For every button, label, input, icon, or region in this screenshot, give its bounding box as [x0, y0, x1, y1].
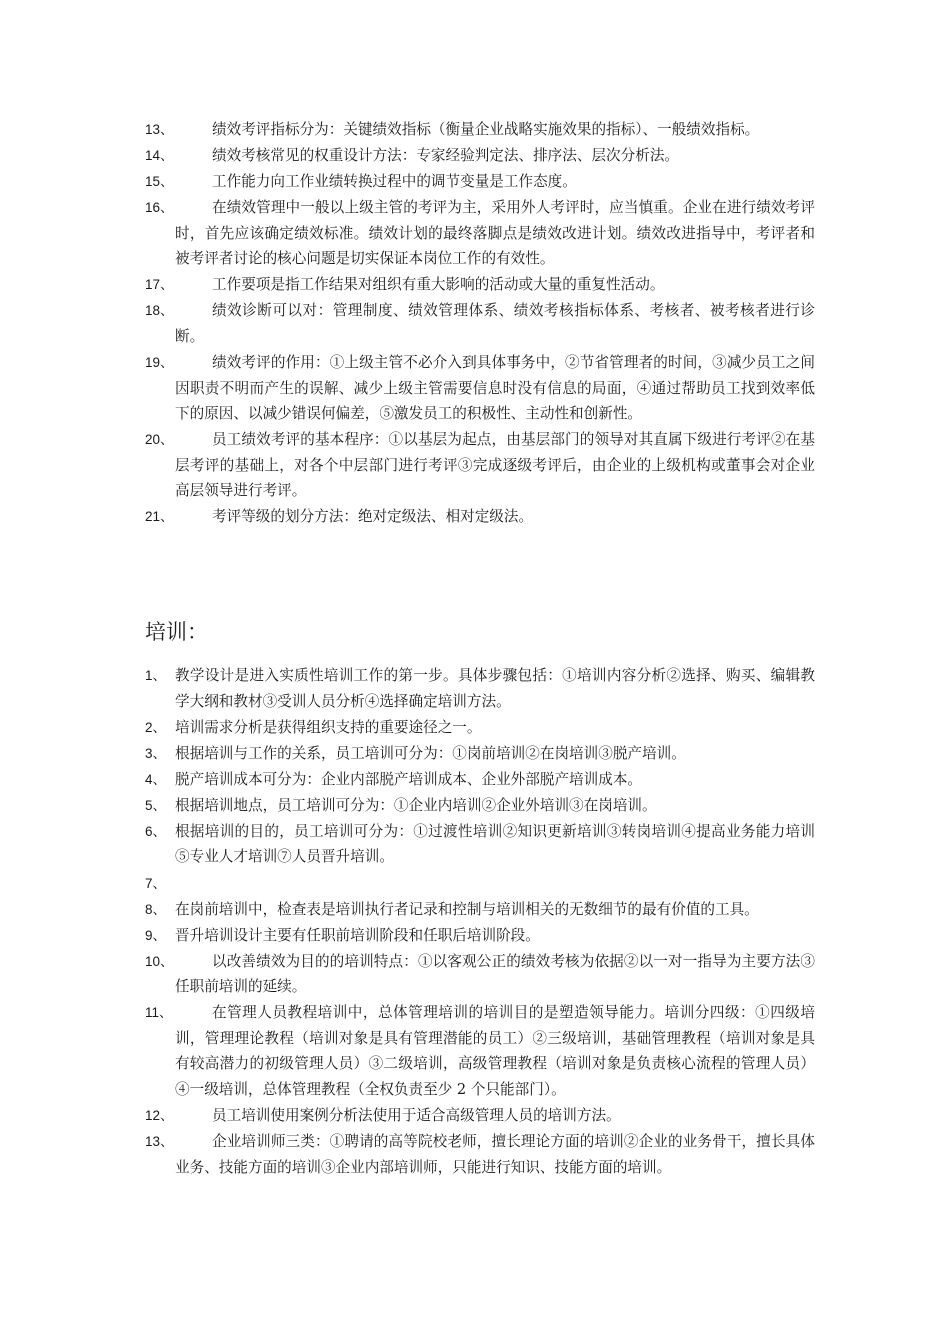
list-item — [145, 793, 815, 819]
item-number: 16、 — [145, 200, 174, 216]
item-text: 教学设计是进入实质性培训工作的第一步。具体步骤包括：①培训内容分析②选择、购买、编辑教学大纲和教材③受训人员分析④选择确定培训方法。 — [175, 667, 815, 710]
item-number: 13、 — [145, 1134, 174, 1150]
item-text: 企业培训师三类：①聘请的高等院校老师，擅长理论方面的培训②企业的业务骨干，擅长具体业务、技能方面的培训③企业内部培训师，只能进行知识、技能方面的培训。 — [175, 1133, 815, 1176]
section-title-training: 培训： — [145, 620, 208, 644]
list-item — [145, 272, 815, 298]
item-text: 根据培训与工作的关系，员工培训可分为：①岗前培训②在岗培训③脱产培训。 — [175, 744, 686, 762]
item-text: 在管理人员教程培训中，总体管理培训的培训目的是塑造领导能力。培训分四级：①四级培训，管理理论教程（培训对象是具有管理潜能的员工）②三级培训，基础管理教程（培训对象是具有较高潜力的初级管理人员）③二级培训，高级管理教程（培训对象是负责核心流程的管理人员）④一级培训，总体管理教程（全权负责至少 2 个只能部门）。 — [175, 1004, 815, 1098]
item-text: 绩效考评的作用：①上级主管不必介入到具体事务中，②节省管理者的时间，③减少员工之间因职责不明而产生的误解、减少上级主管需要信息时没有信息的局面，④通过帮助员工找到效率低下的原因、以减少错误何偏差，⑤激发员工的积极性、主动性和创新性。 — [175, 354, 815, 423]
item-number: 17、 — [145, 277, 174, 293]
list-item — [145, 117, 815, 143]
item-text: 根据培训的目的，员工培训可分为：①过渡性培训②知识更新培训③转岗培训④提高业务能力培训⑤专业人才培训⑦人员晋升培训。 — [175, 822, 815, 866]
list-item — [145, 871, 815, 897]
item-number: 6、 — [145, 823, 167, 839]
list-item — [145, 1103, 815, 1129]
item-number: 1、 — [145, 668, 167, 683]
item-text: 考评等级的划分方法：绝对定级法、相对定级法。 — [212, 508, 534, 526]
list-item — [145, 504, 815, 530]
list-item — [145, 923, 815, 949]
list-item — [145, 819, 815, 870]
item-text: 员工绩效考评的基本程序：①以基层为起点，由基层部门的领导对其直属下级进行考评②在基层考评的基础上，对各个中层部门进行考评③完成逐级考评后，由企业的上级机构或董事会对企业高层领导进行考评。 — [175, 431, 815, 500]
item-text: 绩效考评指标分为：关键绩效指标（衡量企业战略实施效果的指标）、一般绩效指标。 — [212, 121, 760, 138]
item-text — [175, 871, 815, 897]
item-number: 14、 — [145, 148, 174, 164]
item-text: 在岗前培训中，检查表是培训执行者记录和控制与培训相关的无数细节的最有价值的工具。 — [175, 900, 759, 918]
item-number: 20、 — [145, 432, 174, 448]
list-item — [145, 715, 815, 741]
item-text: 以改善绩效为目的的培训特点：①以客观公正的绩效考核为依据②以一对一指导为主要方法③任职前培训的延续。 — [175, 952, 815, 996]
item-text: 工作能力向工作业绩转换过程中的调节变量是工作态度。 — [212, 173, 577, 191]
list-item — [145, 1129, 815, 1180]
item-number: 21、 — [145, 509, 174, 525]
item-number: 10、 — [145, 953, 174, 969]
item-number: 2、 — [145, 719, 167, 735]
list-item — [145, 350, 815, 427]
item-number: 5、 — [145, 797, 167, 813]
list-item — [145, 427, 815, 504]
item-number: 15、 — [145, 174, 174, 190]
item-number: 8、 — [145, 901, 167, 917]
item-text: 工作要项是指工作结果对组织有重大影响的活动或大量的重复性活动。 — [212, 276, 665, 294]
list-item — [145, 897, 815, 923]
list-item — [145, 741, 815, 767]
list-item — [145, 1000, 815, 1102]
item-text: 绩效诊断可以对：管理制度、绩效管理体系、绩效考核指标体系、考核者、被考核者进行诊断。 — [175, 302, 815, 345]
item-number: 11、 — [145, 1005, 173, 1021]
list-item — [145, 949, 815, 1000]
item-number: 18、 — [145, 303, 174, 319]
item-number: 9、 — [145, 927, 167, 943]
item-text: 脱产培训成本可分为：企业内部脱产培训成本、企业外部脱产培训成本。 — [175, 770, 643, 788]
list-item — [145, 169, 815, 195]
item-text: 绩效考核常见的权重设计方法：专家经验判定法、排序法、层次分析法。 — [212, 147, 680, 165]
list-item — [145, 767, 815, 793]
item-text: 晋升培训设计主要有任职前培训阶段和任职后培训阶段。 — [175, 926, 540, 944]
list-item — [145, 143, 815, 169]
item-text: 在绩效管理中一般以上级主管的考评为主，采用外人考评时，应当慎重。企业在进行绩效考评时，首先应该确定绩效标准。绩效计划的最终落脚点是绩效改进计划。绩效改进指导中，考评者和被考评者讨论的核心问题是切实保证本岗位工作的有效性。 — [175, 199, 815, 268]
list-item — [145, 298, 815, 349]
list-item — [145, 663, 815, 714]
training-list — [145, 663, 815, 1181]
item-text: 根据培训地点，员工培训可分为：①企业内培训②企业外培训③在岗培训。 — [175, 796, 657, 814]
list-item — [145, 195, 815, 272]
item-number: 4、 — [145, 771, 167, 787]
item-number: 19、 — [145, 355, 174, 371]
performance-list — [145, 117, 815, 530]
item-text: 培训需求分析是获得组织支持的重要途径之一。 — [175, 718, 482, 736]
item-number: 7、 — [145, 875, 167, 891]
item-number: 12、 — [145, 1108, 174, 1124]
item-text: 员工培训使用案例分析法使用于适合高级管理人员的培训方法。 — [212, 1107, 621, 1125]
item-number: 3、 — [145, 745, 167, 761]
item-number: 13、 — [145, 122, 174, 137]
